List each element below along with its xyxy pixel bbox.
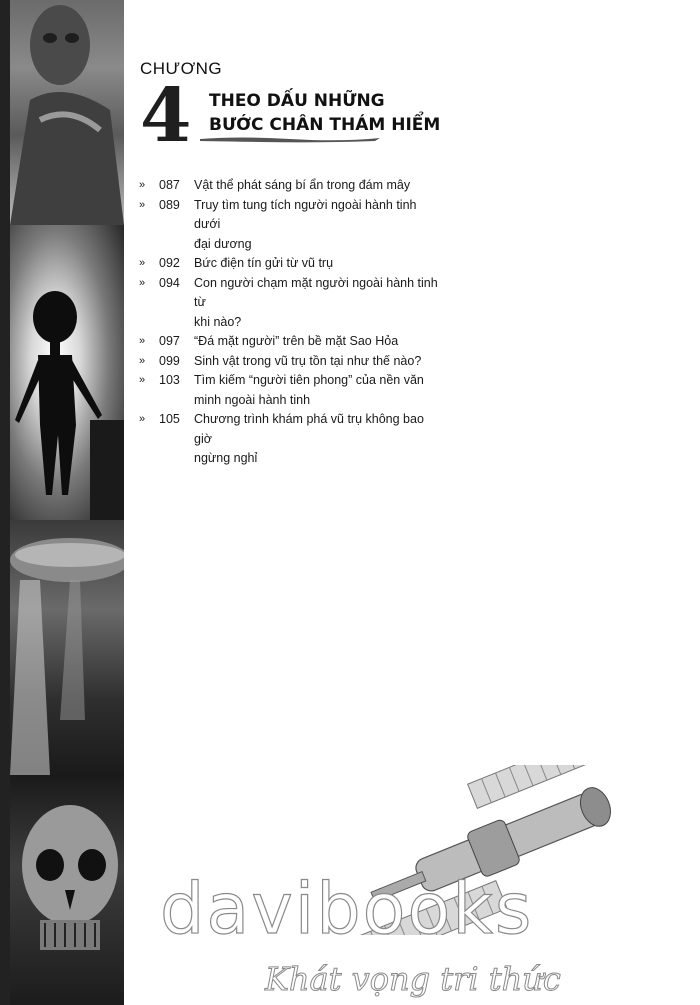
toc-entry-line: Bức điện tín gửi từ vũ trụ [194, 256, 334, 270]
toc-entry-line: ngừng nghỉ [194, 451, 258, 465]
brush-stroke-decoration [200, 134, 380, 144]
toc-page-number: 099 [159, 353, 180, 368]
toc-entry-title [194, 352, 439, 372]
toc-entry-line: Truy tìm tung tích người ngoài hành tinh dưới [194, 197, 417, 231]
toc-entry-line: minh ngoài hành tinh [194, 392, 311, 407]
chapter-title-line-2: BƯỚC CHÂN THÁM HIỂM [209, 115, 441, 135]
mummy-photo [10, 0, 124, 225]
double-chevron-icon: » [139, 354, 146, 367]
toc-item [139, 254, 439, 274]
double-chevron-icon: » [139, 276, 146, 289]
ufo-photo [10, 520, 124, 775]
toc-item [139, 196, 439, 255]
toc-entry-title [194, 410, 439, 469]
toc-page-number: 105 [159, 412, 180, 426]
toc-entry-title [194, 254, 439, 274]
left-border [0, 0, 10, 1005]
double-chevron-icon: » [139, 335, 146, 347]
double-chevron-icon: » [139, 198, 146, 211]
toc-item [139, 410, 439, 469]
chapter-number: 4 [140, 73, 192, 159]
skull-photo [10, 775, 124, 1005]
davibooks-watermark: davibooks [160, 868, 534, 950]
double-chevron-icon: » [139, 179, 146, 191]
chapter-title-line-1: THEO DẤU NHỮNG [209, 91, 385, 111]
toc-item [139, 332, 439, 352]
double-chevron-icon: » [139, 257, 146, 269]
toc-entry-line: Vật thể phát sáng bí ẩn trong đám mây [194, 178, 411, 192]
table-of-contents [139, 176, 439, 469]
alien-silhouette-photo [10, 225, 124, 520]
toc-entry-line: “Đá mặt người” trên bề mặt Sao Hỏa [194, 334, 399, 348]
toc-entry-line: Sinh vật trong vũ trụ tồn tại như thế nào? [194, 353, 422, 368]
toc-entry-title [194, 371, 439, 410]
toc-page-number: 087 [159, 178, 180, 192]
toc-page-number: 089 [159, 197, 180, 212]
toc-entry-line: Chương trình khám phá vũ trụ không bao giờ [194, 412, 424, 446]
toc-entry-line: khi nào? [194, 314, 242, 329]
toc-item [139, 176, 439, 196]
toc-page-number: 103 [159, 373, 180, 387]
toc-item [139, 371, 439, 410]
toc-entry-line: đại dương [194, 236, 252, 251]
toc-entry-line: Tìm kiếm “người tiên phong” của nền văn [194, 373, 424, 387]
toc-item [139, 352, 439, 372]
double-chevron-icon: » [139, 374, 146, 386]
chapter-title [209, 89, 440, 137]
toc-entry-title [194, 274, 439, 333]
watermark-tagline: Khát vọng tri thức [265, 960, 561, 998]
chapter-label: CHƯƠNG [140, 59, 223, 78]
toc-page-number: 092 [159, 256, 180, 270]
toc-page-number: 094 [159, 275, 180, 290]
toc-entry-title [194, 196, 439, 255]
toc-entry-title [194, 332, 439, 352]
toc-item [139, 274, 439, 333]
toc-page-number: 097 [159, 334, 180, 348]
double-chevron-icon: » [139, 413, 146, 425]
toc-entry-title [194, 176, 439, 196]
image-strip [10, 0, 124, 1005]
toc-entry-line: Con người chạm mặt người ngoài hành tinh từ [194, 275, 438, 309]
